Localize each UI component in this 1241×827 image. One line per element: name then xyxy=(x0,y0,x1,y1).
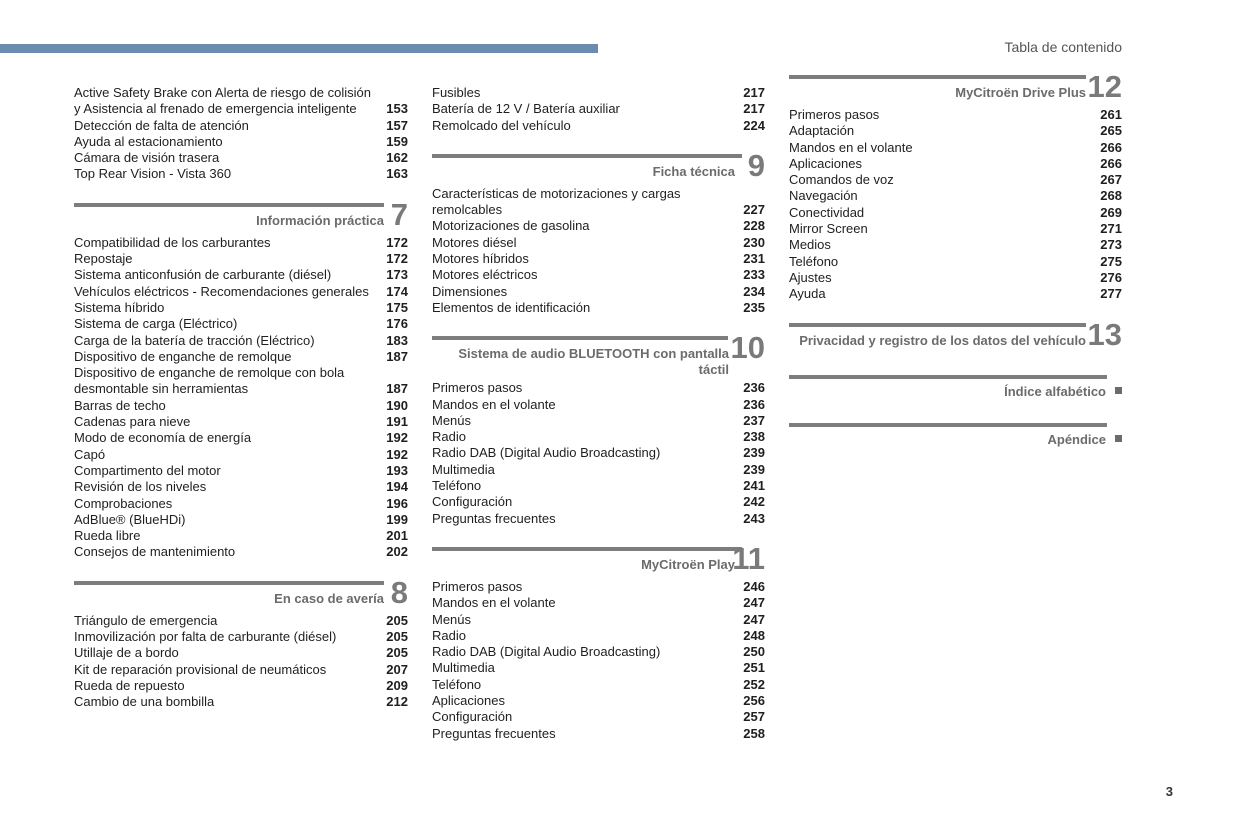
entry-title: Motores híbridos xyxy=(432,251,529,267)
entry-page: 247 xyxy=(743,595,765,611)
toc-entry[interactable] xyxy=(74,150,408,166)
entry-title: Mandos en el volante xyxy=(789,139,913,155)
entry-title: Repostaje xyxy=(74,251,133,267)
entry-title: Navegación xyxy=(789,188,858,204)
entry-title: Rueda de repuesto xyxy=(74,677,185,693)
entry-title: Fusibles xyxy=(432,85,481,100)
appendix-link[interactable] xyxy=(789,423,1122,449)
entry-title: Aplicaciones xyxy=(789,155,862,171)
entry-title: Compartimento del motor xyxy=(74,462,221,478)
entry-title: Detección de falta de atención xyxy=(74,117,249,133)
entry-page: 233 xyxy=(743,267,765,283)
entry-page: 176 xyxy=(386,316,408,332)
entry-page: 271 xyxy=(1100,221,1122,237)
entry-title: Utillaje de a bordo xyxy=(74,645,179,661)
section-rule xyxy=(789,75,1086,79)
entry-title: Preguntas frecuentes xyxy=(432,725,556,741)
entry-title: Cámara de visión trasera xyxy=(74,150,220,166)
toc-entry[interactable] xyxy=(432,462,765,478)
entry-page: 224 xyxy=(743,117,765,133)
toc-entry[interactable] xyxy=(74,678,408,694)
section-entries xyxy=(432,380,765,527)
entry-title: Capó xyxy=(74,446,106,462)
section-entries xyxy=(74,613,408,711)
section-rule xyxy=(789,323,1086,327)
toc-entry[interactable] xyxy=(432,511,765,527)
entry-page: 183 xyxy=(386,332,408,348)
entry-title: Elementos de identificación xyxy=(432,299,591,315)
square-bullet-icon xyxy=(1115,435,1122,442)
section-header-8[interactable] xyxy=(74,574,408,611)
entry-title: Consejos de mantenimiento xyxy=(74,544,236,560)
entry-page: 187 xyxy=(386,348,408,364)
toc-entry[interactable] xyxy=(432,380,765,396)
toc-entry[interactable] xyxy=(74,662,408,678)
entry-page: 276 xyxy=(1100,269,1122,285)
section-rule xyxy=(789,423,1107,427)
section-header-11[interactable] xyxy=(432,540,765,577)
index-link[interactable] xyxy=(789,375,1122,401)
entry-page: 205 xyxy=(386,645,408,661)
toc-entry[interactable] xyxy=(74,316,408,332)
entry-title: Teléfono xyxy=(789,253,839,269)
toc-entry[interactable] xyxy=(74,430,408,446)
entry-title: Dispositivo de enganche de remolque con bola desmontable sin herramientas xyxy=(74,365,345,397)
toc-column-2 xyxy=(432,85,765,742)
toc-entry[interactable] xyxy=(74,267,408,283)
section-entries xyxy=(432,579,765,742)
toc-entry[interactable] xyxy=(432,612,765,628)
entry-title: Rueda libre xyxy=(74,528,141,544)
section-header-12[interactable] xyxy=(789,69,1122,105)
toc-entry[interactable] xyxy=(432,235,765,251)
entry-title: Teléfono xyxy=(432,676,482,692)
entry-page: 269 xyxy=(1100,204,1122,220)
toc-entry[interactable] xyxy=(74,463,408,479)
section-number: 9 xyxy=(747,147,765,183)
entry-title: Mandos en el volante xyxy=(432,595,556,611)
section-title: Privacidad y registro de los datos del vehículo xyxy=(799,332,1086,348)
entry-title: Radio DAB (Digital Audio Broadcasting) xyxy=(432,445,661,461)
entry-page: 205 xyxy=(386,612,408,628)
toc-entry[interactable] xyxy=(74,398,408,414)
entry-title: Revisión de los niveles xyxy=(74,479,207,495)
entry-title: Motores diésel xyxy=(432,234,517,250)
entry-title: Active Safety Brake con Alerta de riesgo de colisión y Asistencia al frenado de emergencia inteligente xyxy=(74,85,371,117)
entry-page: 191 xyxy=(386,414,408,430)
entry-title: Compatibilidad de los carburantes xyxy=(74,234,271,250)
entry-title: Triángulo de emergencia xyxy=(74,612,218,628)
toc-entry[interactable] xyxy=(432,300,765,316)
entry-title: Sistema de carga (Eléctrico) xyxy=(74,316,238,332)
entry-page: 192 xyxy=(386,430,408,446)
section-title: Índice alfabético xyxy=(1004,383,1106,399)
entry-page: 241 xyxy=(743,478,765,494)
entry-title: Radio DAB (Digital Audio Broadcasting) xyxy=(432,644,661,660)
entry-page: 258 xyxy=(743,725,765,741)
toc-entry[interactable] xyxy=(74,447,408,463)
section-title: En caso de avería xyxy=(274,590,384,606)
entry-page: 196 xyxy=(386,495,408,511)
entry-page: 209 xyxy=(386,677,408,693)
page-number: 3 xyxy=(1165,784,1173,799)
toc-entry[interactable] xyxy=(789,286,1122,302)
toc-entry[interactable] xyxy=(789,237,1122,253)
square-bullet-icon xyxy=(1115,387,1122,394)
toc-entry[interactable] xyxy=(432,579,765,595)
entry-title: Carga de la batería de tracción (Eléctrico) xyxy=(74,332,315,348)
entry-page: 228 xyxy=(743,218,765,234)
section-header-7[interactable] xyxy=(74,196,408,233)
toc-entry[interactable] xyxy=(789,254,1122,270)
toc-entry[interactable] xyxy=(74,166,408,182)
entry-page: 231 xyxy=(743,251,765,267)
entry-title: Menús xyxy=(432,412,472,428)
header-accent-bar xyxy=(0,44,598,53)
toc-entry[interactable] xyxy=(432,494,765,510)
toc-entry[interactable] xyxy=(432,267,765,283)
section-title: Sistema de audio BLUETOOTH con pantalla táctil xyxy=(458,346,729,378)
entry-title: Remolcado del vehículo xyxy=(432,117,571,133)
entry-page: 202 xyxy=(386,544,408,560)
toc-entry[interactable] xyxy=(432,726,765,742)
entry-page: 159 xyxy=(386,133,408,149)
toc-entry[interactable] xyxy=(74,251,408,267)
toc-entry[interactable] xyxy=(789,221,1122,237)
toc-entry[interactable] xyxy=(432,445,765,461)
entry-title: Sistema híbrido xyxy=(74,299,165,315)
toc-entry[interactable] xyxy=(74,235,408,251)
toc-entry[interactable] xyxy=(432,397,765,413)
entry-page: 212 xyxy=(386,694,408,710)
entry-page: 235 xyxy=(743,299,765,315)
entry-page: 243 xyxy=(743,510,765,526)
entry-title: Comandos de voz xyxy=(789,172,894,188)
entry-title: Configuración xyxy=(432,494,513,510)
toc-entry[interactable] xyxy=(74,613,408,629)
toc-entry[interactable] xyxy=(432,101,765,117)
toc-entry[interactable] xyxy=(432,218,765,234)
section-rule xyxy=(789,375,1107,379)
entry-title: Mirror Screen xyxy=(789,221,868,237)
toc-entry[interactable] xyxy=(432,709,765,725)
section-number: 12 xyxy=(1087,69,1122,104)
entry-page: 237 xyxy=(743,412,765,428)
entry-page: 172 xyxy=(386,251,408,267)
toc-entry[interactable] xyxy=(432,677,765,693)
entry-page: 268 xyxy=(1100,188,1122,204)
toc-entry[interactable] xyxy=(432,85,765,101)
toc-entry[interactable] xyxy=(74,479,408,495)
entry-page: 236 xyxy=(743,396,765,412)
entry-page: 201 xyxy=(386,528,408,544)
toc-entry[interactable] xyxy=(74,349,408,365)
entry-title: Inmovilización por falta de carburante (diésel) xyxy=(74,629,337,645)
toc-entry[interactable] xyxy=(789,205,1122,221)
entry-title: Primeros pasos xyxy=(432,578,523,594)
entry-title: Preguntas frecuentes xyxy=(432,510,556,526)
entry-title: Top Rear Vision - Vista 360 xyxy=(74,166,232,182)
entry-title: Aplicaciones xyxy=(432,693,505,709)
toc-entry[interactable] xyxy=(432,478,765,494)
entry-page: 199 xyxy=(386,511,408,527)
entry-title: Dispositivo de enganche de remolque xyxy=(74,348,292,364)
entry-page: 265 xyxy=(1100,123,1122,139)
toc-entry[interactable] xyxy=(789,270,1122,286)
toc-entry[interactable] xyxy=(789,123,1122,139)
section-number: 13 xyxy=(1087,316,1122,352)
entry-page: 157 xyxy=(386,117,408,133)
entry-page: 194 xyxy=(386,479,408,495)
entry-title: Ajustes xyxy=(789,269,832,285)
toc-entry[interactable] xyxy=(74,365,408,398)
entry-page: 187 xyxy=(386,381,408,397)
entry-page: 238 xyxy=(743,429,765,445)
entry-page: 242 xyxy=(743,494,765,510)
entry-page: 252 xyxy=(743,676,765,692)
toc-column-3 xyxy=(789,69,1122,449)
toc-entry[interactable] xyxy=(74,694,408,710)
toc-entry[interactable] xyxy=(74,134,408,150)
toc-entry[interactable] xyxy=(74,118,408,134)
entry-page: 162 xyxy=(386,150,408,166)
toc-entry[interactable] xyxy=(432,628,765,644)
section-header-13[interactable] xyxy=(789,316,1122,353)
toc-entry[interactable] xyxy=(789,188,1122,204)
entry-page: 192 xyxy=(386,446,408,462)
entry-page: 234 xyxy=(743,283,765,299)
entry-title: Cambio de una bombilla xyxy=(74,694,215,710)
entry-title: Radio xyxy=(432,429,466,445)
section-number: 8 xyxy=(390,574,408,610)
entry-page: 230 xyxy=(743,234,765,250)
entry-page: 275 xyxy=(1100,253,1122,269)
section-title: Apéndice xyxy=(1047,431,1106,447)
entry-title: Primeros pasos xyxy=(432,380,523,396)
lead-entries xyxy=(74,85,408,183)
entry-title: Barras de techo xyxy=(74,397,166,413)
entry-title: Motorizaciones de gasolina xyxy=(432,218,590,234)
entry-page: 273 xyxy=(1100,237,1122,253)
entry-page: 239 xyxy=(743,445,765,461)
entry-page: 163 xyxy=(386,166,408,182)
entry-title: Kit de reparación provisional de neumáticos xyxy=(74,661,327,677)
section-entries xyxy=(74,235,408,561)
toc-entry[interactable] xyxy=(74,629,408,645)
section-rule xyxy=(432,154,742,158)
entry-page: 239 xyxy=(743,461,765,477)
toc-entry[interactable] xyxy=(74,85,408,118)
section-entries xyxy=(432,186,765,316)
entry-page: 266 xyxy=(1100,139,1122,155)
entry-title: AdBlue® (BlueHDi) xyxy=(74,511,186,527)
toc-entry[interactable] xyxy=(432,429,765,445)
toc-entry[interactable] xyxy=(74,333,408,349)
section-title: Información práctica xyxy=(256,212,384,228)
entry-page: 153 xyxy=(386,101,408,117)
toc-entry[interactable] xyxy=(74,512,408,528)
entry-title: Medios xyxy=(789,237,831,253)
toc-entry[interactable] xyxy=(74,300,408,316)
entry-page: 193 xyxy=(386,462,408,478)
entry-title: Configuración xyxy=(432,709,513,725)
entry-page: 205 xyxy=(386,629,408,645)
section-header-10[interactable] xyxy=(432,330,765,378)
entry-title: Menús xyxy=(432,611,472,627)
toc-entry[interactable] xyxy=(74,496,408,512)
entry-page: 248 xyxy=(743,627,765,643)
entry-title: Batería de 12 V / Batería auxiliar xyxy=(432,101,620,117)
section-rule xyxy=(432,547,742,551)
toc-entry[interactable] xyxy=(432,186,765,219)
entry-title: Radio xyxy=(432,627,466,643)
lead-entries xyxy=(432,85,765,134)
entry-page: 251 xyxy=(743,660,765,676)
toc-entry[interactable] xyxy=(74,414,408,430)
entry-page: 236 xyxy=(743,380,765,396)
section-title: Ficha técnica xyxy=(652,163,735,179)
entry-page: 267 xyxy=(1100,172,1122,188)
toc-entry[interactable] xyxy=(432,413,765,429)
toc-entry[interactable] xyxy=(432,595,765,611)
toc-entry[interactable] xyxy=(74,544,408,560)
toc-entry[interactable] xyxy=(432,118,765,134)
entry-page: 227 xyxy=(743,202,765,218)
toc-entry[interactable] xyxy=(74,645,408,661)
section-rule xyxy=(432,336,728,340)
entry-page: 190 xyxy=(386,397,408,413)
toc-entry[interactable] xyxy=(789,140,1122,156)
entry-page: 256 xyxy=(743,693,765,709)
entry-title: Vehículos eléctricos - Recomendaciones generales xyxy=(74,283,369,299)
toc-column-1 xyxy=(74,85,408,711)
entry-page: 257 xyxy=(743,709,765,725)
section-title: MyCitroën Play xyxy=(641,556,735,572)
entry-title: Motores eléctricos xyxy=(432,267,538,283)
entry-title: Multimedia xyxy=(432,461,495,477)
entry-page: 261 xyxy=(1100,107,1122,122)
entry-page: 172 xyxy=(386,234,408,250)
section-entries xyxy=(789,107,1122,303)
toc-entry[interactable] xyxy=(432,660,765,676)
page-title: Tabla de contenido xyxy=(1004,39,1122,55)
entry-page: 207 xyxy=(386,661,408,677)
entry-title: Conectividad xyxy=(789,204,865,220)
entry-page: 277 xyxy=(1100,286,1122,302)
section-number: 7 xyxy=(390,196,408,232)
entry-page: 246 xyxy=(743,578,765,594)
entry-page: 266 xyxy=(1100,155,1122,171)
entry-title: Ayuda xyxy=(789,286,826,302)
entry-title: Características de motorizaciones y cargas remolcables xyxy=(432,185,681,218)
toc-entry[interactable] xyxy=(789,107,1122,123)
entry-page: 173 xyxy=(386,267,408,283)
toc-entry[interactable] xyxy=(74,528,408,544)
entry-title: Sistema anticonfusión de carburante (diésel) xyxy=(74,267,332,283)
toc-entry[interactable] xyxy=(432,693,765,709)
entry-title: Multimedia xyxy=(432,660,495,676)
entry-title: Mandos en el volante xyxy=(432,396,556,412)
toc-entry[interactable] xyxy=(432,251,765,267)
entry-title: Adaptación xyxy=(789,123,855,139)
entry-title: Comprobaciones xyxy=(74,495,173,511)
toc-entry[interactable] xyxy=(432,644,765,660)
section-header-9[interactable] xyxy=(432,147,765,184)
entry-page: 247 xyxy=(743,611,765,627)
entry-page: 217 xyxy=(743,101,765,117)
section-rule xyxy=(74,203,384,207)
toc-entry[interactable] xyxy=(74,284,408,300)
entry-title: Ayuda al estacionamiento xyxy=(74,133,223,149)
entry-page: 174 xyxy=(386,283,408,299)
entry-title: Primeros pasos xyxy=(789,107,880,122)
entry-page: 217 xyxy=(743,85,765,100)
toc-entry[interactable] xyxy=(432,284,765,300)
section-title: MyCitroën Drive Plus xyxy=(955,85,1086,100)
section-number: 11 xyxy=(732,540,765,576)
entry-title: Cadenas para nieve xyxy=(74,414,191,430)
section-number: 10 xyxy=(730,330,765,366)
entry-title: Dimensiones xyxy=(432,283,508,299)
entry-title: Modo de economía de energía xyxy=(74,430,252,446)
entry-page: 175 xyxy=(386,299,408,315)
toc-entry[interactable] xyxy=(789,172,1122,188)
section-rule xyxy=(74,581,384,585)
toc-entry[interactable] xyxy=(789,156,1122,172)
entry-page: 250 xyxy=(743,644,765,660)
entry-title: Teléfono xyxy=(432,478,482,494)
